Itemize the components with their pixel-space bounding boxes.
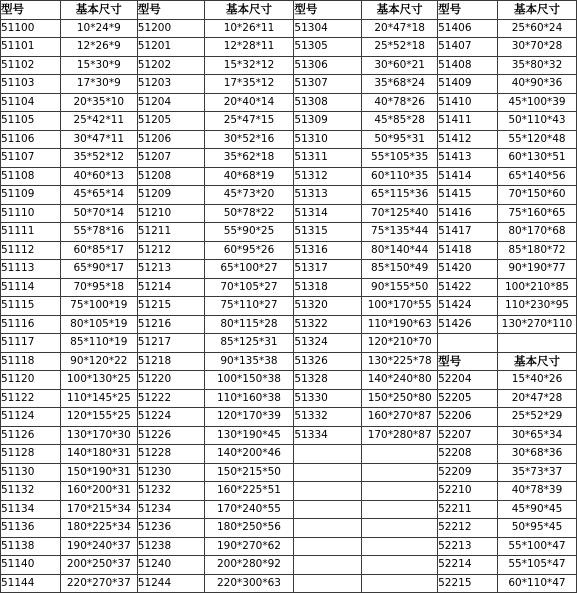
empty-cell <box>294 482 362 501</box>
size-cell: 55*105*35 <box>362 149 438 168</box>
model-cell: 51228 <box>137 445 204 464</box>
empty-cell <box>362 500 438 519</box>
size-cell: 40*78*26 <box>362 93 438 112</box>
table-row <box>1 167 577 186</box>
model-cell: 52213 <box>438 537 498 556</box>
table-row <box>1 482 577 501</box>
model-cell: 51328 <box>294 371 362 390</box>
size-cell: 12*26*9 <box>60 38 137 57</box>
model-cell: 51216 <box>137 315 204 334</box>
model-cell: 52215 <box>438 574 498 593</box>
size-cell: 50*78*22 <box>204 204 294 223</box>
model-cell: 51317 <box>294 260 362 279</box>
size-cell: 170*215*34 <box>60 500 137 519</box>
size-cell: 180*225*34 <box>60 519 137 538</box>
model-cell: 51304 <box>294 19 362 38</box>
table-row <box>1 186 577 205</box>
table-row <box>1 56 577 75</box>
size-cell: 90*135*38 <box>204 352 294 371</box>
size-cell: 220*300*63 <box>204 574 294 593</box>
size-cell: 85*150*49 <box>362 260 438 279</box>
size-cell: 50*70*14 <box>60 204 137 223</box>
model-cell: 51314 <box>294 204 362 223</box>
model-cell: 52205 <box>438 389 498 408</box>
empty-cell <box>294 556 362 575</box>
table-row <box>1 519 577 538</box>
size-cell: 85*125*31 <box>204 334 294 353</box>
table-row <box>1 389 577 408</box>
table-row <box>1 463 577 482</box>
size-cell: 65*90*17 <box>60 260 137 279</box>
size-cell: 100*150*38 <box>204 371 294 390</box>
model-cell: 51326 <box>294 352 362 371</box>
size-cell: 25*42*11 <box>60 112 137 131</box>
model-cell: 51422 <box>438 278 498 297</box>
model-cell: 51103 <box>1 75 61 94</box>
size-cell: 50*95*31 <box>362 130 438 149</box>
size-cell: 55*100*47 <box>497 537 576 556</box>
model-cell: 51407 <box>438 38 498 57</box>
model-header: 型号 <box>438 1 498 20</box>
size-cell: 85*110*19 <box>60 334 137 353</box>
table-row <box>1 241 577 260</box>
model-header: 型号 <box>137 1 204 20</box>
size-cell: 130*225*78 <box>362 352 438 371</box>
model-cell: 51134 <box>1 500 61 519</box>
model-cell: 51107 <box>1 149 61 168</box>
size-cell: 30*68*36 <box>497 445 576 464</box>
model-cell: 51202 <box>137 56 204 75</box>
empty-cell <box>438 334 498 353</box>
model-cell: 51132 <box>1 482 61 501</box>
model-cell: 51426 <box>438 315 498 334</box>
size-cell: 45*100*39 <box>497 93 576 112</box>
empty-cell <box>294 537 362 556</box>
model-cell: 51224 <box>137 408 204 427</box>
model-cell: 51415 <box>438 186 498 205</box>
size-cell: 150*215*50 <box>204 463 294 482</box>
model-cell: 51315 <box>294 223 362 242</box>
size-cell: 10*26*11 <box>204 19 294 38</box>
model-cell: 52211 <box>438 500 498 519</box>
size-cell: 130*190*45 <box>204 426 294 445</box>
model-cell: 51215 <box>137 297 204 316</box>
model-cell: 51324 <box>294 334 362 353</box>
model-cell: 51332 <box>294 408 362 427</box>
size-cell: 150*250*80 <box>362 389 438 408</box>
model-cell: 51411 <box>438 112 498 131</box>
size-cell: 17*30*9 <box>60 75 137 94</box>
size-cell: 100*170*55 <box>362 297 438 316</box>
model-cell: 51218 <box>137 352 204 371</box>
model-cell: 51416 <box>438 204 498 223</box>
model-cell: 51100 <box>1 19 61 38</box>
model-cell: 51310 <box>294 130 362 149</box>
model-cell: 51408 <box>438 56 498 75</box>
empty-cell <box>362 463 438 482</box>
size-cell: 25*52*29 <box>497 408 576 427</box>
size-cell: 35*52*12 <box>60 149 137 168</box>
size-cell: 90*155*50 <box>362 278 438 297</box>
size-cell: 60*85*17 <box>60 241 137 260</box>
model-cell: 51138 <box>1 537 61 556</box>
model-cell: 52208 <box>438 445 498 464</box>
size-cell: 80*115*28 <box>204 315 294 334</box>
empty-cell <box>362 445 438 464</box>
model-cell: 51104 <box>1 93 61 112</box>
size-cell: 35*62*18 <box>204 149 294 168</box>
model-cell: 51140 <box>1 556 61 575</box>
empty-cell <box>497 334 576 353</box>
model-cell: 51306 <box>294 56 362 75</box>
size-cell: 10*24*9 <box>60 19 137 38</box>
size-cell: 65*115*36 <box>362 186 438 205</box>
model-cell: 51217 <box>137 334 204 353</box>
size-cell: 170*280*87 <box>362 426 438 445</box>
table-row <box>1 93 577 112</box>
model-cell: 51412 <box>438 130 498 149</box>
size-cell: 20*35*10 <box>60 93 137 112</box>
table-row <box>1 75 577 94</box>
size-header: 基本尺寸 <box>362 1 438 20</box>
model-cell: 51118 <box>1 352 61 371</box>
model-cell: 51322 <box>294 315 362 334</box>
model-cell: 51308 <box>294 93 362 112</box>
size-cell: 45*90*45 <box>497 500 576 519</box>
size-cell: 15*30*9 <box>60 56 137 75</box>
size-cell: 17*35*12 <box>204 75 294 94</box>
empty-cell <box>362 537 438 556</box>
model-cell: 51420 <box>438 260 498 279</box>
size-cell: 160*200*31 <box>60 482 137 501</box>
table-row <box>1 149 577 168</box>
size-cell: 150*190*31 <box>60 463 137 482</box>
table-row <box>1 537 577 556</box>
model-cell: 51244 <box>137 574 204 593</box>
model-cell: 51111 <box>1 223 61 242</box>
model-cell: 52207 <box>438 426 498 445</box>
size-cell: 30*47*11 <box>60 130 137 149</box>
table-row <box>1 204 577 223</box>
model-cell: 51109 <box>1 186 61 205</box>
table-row <box>1 260 577 279</box>
model-cell: 51313 <box>294 186 362 205</box>
model-cell: 51230 <box>137 463 204 482</box>
model-cell: 51101 <box>1 38 61 57</box>
size-cell: 220*270*37 <box>60 574 137 593</box>
model-cell: 51413 <box>438 149 498 168</box>
model-cell: 52206 <box>438 408 498 427</box>
size-cell: 60*110*47 <box>497 574 576 593</box>
model-cell: 51200 <box>137 19 204 38</box>
size-cell: 30*60*21 <box>362 56 438 75</box>
size-cell: 110*230*95 <box>497 297 576 316</box>
empty-cell <box>294 519 362 538</box>
size-cell: 160*270*87 <box>362 408 438 427</box>
model-cell: 51410 <box>438 93 498 112</box>
size-cell: 55*78*16 <box>60 223 137 242</box>
size-cell: 200*280*92 <box>204 556 294 575</box>
model-cell: 51124 <box>1 408 61 427</box>
model-cell: 51206 <box>137 130 204 149</box>
model-cell: 51106 <box>1 130 61 149</box>
model-cell: 51334 <box>294 426 362 445</box>
model-cell: 51236 <box>137 519 204 538</box>
model-cell: 51110 <box>1 204 61 223</box>
size-cell: 55*105*47 <box>497 556 576 575</box>
model-cell: 51240 <box>137 556 204 575</box>
model-cell: 51406 <box>438 19 498 38</box>
header-row <box>1 1 577 20</box>
size-cell: 35*68*24 <box>362 75 438 94</box>
size-cell: 20*40*14 <box>204 93 294 112</box>
model-header: 型号 <box>294 1 362 20</box>
size-cell: 12*28*11 <box>204 38 294 57</box>
model-cell: 51136 <box>1 519 61 538</box>
size-cell: 110*190*63 <box>362 315 438 334</box>
model-cell: 51238 <box>137 537 204 556</box>
model-cell: 51114 <box>1 278 61 297</box>
empty-cell <box>362 519 438 538</box>
table-row <box>1 426 577 445</box>
model-cell: 51320 <box>294 297 362 316</box>
size-cell: 35*73*37 <box>497 463 576 482</box>
size-cell: 170*240*55 <box>204 500 294 519</box>
model-cell: 51220 <box>137 371 204 390</box>
model-cell: 52210 <box>438 482 498 501</box>
size-header: 基本尺寸 <box>204 1 294 20</box>
table-row <box>1 556 577 575</box>
size-cell: 50*95*45 <box>497 519 576 538</box>
model-cell: 51232 <box>137 482 204 501</box>
model-cell: 51210 <box>137 204 204 223</box>
table-row <box>1 38 577 57</box>
size-cell: 140*180*31 <box>60 445 137 464</box>
model-cell: 51234 <box>137 500 204 519</box>
model-cell: 51126 <box>1 426 61 445</box>
size-cell: 90*120*22 <box>60 352 137 371</box>
table-row <box>1 574 577 593</box>
model-cell: 51424 <box>438 297 498 316</box>
empty-cell <box>294 574 362 593</box>
size-header: 基本尺寸 <box>60 1 137 20</box>
size-cell: 120*210*70 <box>362 334 438 353</box>
size-cell: 15*32*12 <box>204 56 294 75</box>
table-row <box>1 315 577 334</box>
size-cell: 200*250*37 <box>60 556 137 575</box>
size-cell: 60*95*26 <box>204 241 294 260</box>
size-cell: 140*240*80 <box>362 371 438 390</box>
size-cell: 70*150*60 <box>497 186 576 205</box>
model-cell: 51409 <box>438 75 498 94</box>
model-cell: 52209 <box>438 463 498 482</box>
size-cell: 25*47*15 <box>204 112 294 131</box>
size-cell: 75*135*44 <box>362 223 438 242</box>
size-cell: 75*110*27 <box>204 297 294 316</box>
size-header: 基本尺寸 <box>497 352 576 371</box>
table-row <box>1 112 577 131</box>
model-cell: 51307 <box>294 75 362 94</box>
table-row <box>1 371 577 390</box>
model-cell: 51305 <box>294 38 362 57</box>
size-cell: 60*130*51 <box>497 149 576 168</box>
size-cell: 180*250*56 <box>204 519 294 538</box>
model-cell: 51128 <box>1 445 61 464</box>
size-header: 基本尺寸 <box>497 1 576 20</box>
size-cell: 70*95*18 <box>60 278 137 297</box>
empty-cell <box>294 445 362 464</box>
model-cell: 51144 <box>1 574 61 593</box>
empty-cell <box>362 574 438 593</box>
size-cell: 100*210*85 <box>497 278 576 297</box>
model-cell: 51122 <box>1 389 61 408</box>
size-cell: 35*80*32 <box>497 56 576 75</box>
table-row <box>1 19 577 38</box>
empty-cell <box>362 556 438 575</box>
model-cell: 51205 <box>137 112 204 131</box>
table-row <box>1 297 577 316</box>
size-cell: 75*160*65 <box>497 204 576 223</box>
model-cell: 52214 <box>438 556 498 575</box>
size-cell: 130*270*110 <box>497 315 576 334</box>
size-cell: 40*78*39 <box>497 482 576 501</box>
size-cell: 40*68*19 <box>204 167 294 186</box>
model-cell: 51115 <box>1 297 61 316</box>
size-cell: 40*60*13 <box>60 167 137 186</box>
table-row <box>1 408 577 427</box>
model-cell: 51316 <box>294 241 362 260</box>
model-cell: 51120 <box>1 371 61 390</box>
size-cell: 45*65*14 <box>60 186 137 205</box>
model-cell: 51105 <box>1 112 61 131</box>
model-cell: 51116 <box>1 315 61 334</box>
table-row <box>1 500 577 519</box>
size-cell: 25*52*18 <box>362 38 438 57</box>
size-cell: 45*85*28 <box>362 112 438 131</box>
model-cell: 51330 <box>294 389 362 408</box>
model-header: 型号 <box>438 352 498 371</box>
size-cell: 100*130*25 <box>60 371 137 390</box>
size-cell: 80*105*19 <box>60 315 137 334</box>
empty-cell <box>362 482 438 501</box>
table-row <box>1 352 577 371</box>
size-cell: 140*200*46 <box>204 445 294 464</box>
size-cell: 75*100*19 <box>60 297 137 316</box>
size-cell: 15*40*26 <box>497 371 576 390</box>
model-cell: 51212 <box>137 241 204 260</box>
size-cell: 65*140*56 <box>497 167 576 186</box>
size-cell: 20*47*28 <box>497 389 576 408</box>
model-cell: 51204 <box>137 93 204 112</box>
model-cell: 51102 <box>1 56 61 75</box>
size-cell: 110*160*38 <box>204 389 294 408</box>
model-cell: 51209 <box>137 186 204 205</box>
table-row <box>1 278 577 297</box>
size-cell: 120*155*25 <box>60 408 137 427</box>
model-cell: 52212 <box>438 519 498 538</box>
model-cell: 51213 <box>137 260 204 279</box>
model-cell: 51414 <box>438 167 498 186</box>
model-cell: 51418 <box>438 241 498 260</box>
size-cell: 25*60*24 <box>497 19 576 38</box>
size-cell: 70*125*40 <box>362 204 438 223</box>
model-cell: 51211 <box>137 223 204 242</box>
size-cell: 30*52*16 <box>204 130 294 149</box>
model-cell: 51203 <box>137 75 204 94</box>
model-cell: 51117 <box>1 334 61 353</box>
size-cell: 110*145*25 <box>60 389 137 408</box>
size-cell: 70*105*27 <box>204 278 294 297</box>
size-cell: 30*65*34 <box>497 426 576 445</box>
model-cell: 52204 <box>438 371 498 390</box>
size-cell: 80*170*68 <box>497 223 576 242</box>
model-cell: 51208 <box>137 167 204 186</box>
size-cell: 160*225*51 <box>204 482 294 501</box>
model-cell: 51309 <box>294 112 362 131</box>
size-cell: 60*110*35 <box>362 167 438 186</box>
model-cell: 51417 <box>438 223 498 242</box>
size-cell: 190*240*37 <box>60 537 137 556</box>
table-row <box>1 445 577 464</box>
size-cell: 65*100*27 <box>204 260 294 279</box>
model-cell: 51130 <box>1 463 61 482</box>
model-cell: 51312 <box>294 167 362 186</box>
size-cell: 190*270*62 <box>204 537 294 556</box>
model-cell: 51113 <box>1 260 61 279</box>
model-cell: 51318 <box>294 278 362 297</box>
table-row <box>1 130 577 149</box>
table-row <box>1 223 577 242</box>
size-cell: 55*90*25 <box>204 223 294 242</box>
size-cell: 30*70*28 <box>497 38 576 57</box>
model-cell: 51207 <box>137 149 204 168</box>
model-cell: 51108 <box>1 167 61 186</box>
size-cell: 55*120*48 <box>497 130 576 149</box>
table-row <box>1 334 577 353</box>
model-cell: 51201 <box>137 38 204 57</box>
model-header: 型号 <box>1 1 61 20</box>
size-cell: 40*90*36 <box>497 75 576 94</box>
size-cell: 90*190*77 <box>497 260 576 279</box>
model-cell: 51226 <box>137 426 204 445</box>
size-cell: 20*47*18 <box>362 19 438 38</box>
size-cell: 80*140*44 <box>362 241 438 260</box>
empty-cell <box>294 500 362 519</box>
size-cell: 85*180*72 <box>497 241 576 260</box>
size-cell: 120*170*39 <box>204 408 294 427</box>
size-cell: 50*110*43 <box>497 112 576 131</box>
model-cell: 51112 <box>1 241 61 260</box>
size-cell: 130*170*30 <box>60 426 137 445</box>
model-cell: 51311 <box>294 149 362 168</box>
model-cell: 51222 <box>137 389 204 408</box>
model-cell: 51214 <box>137 278 204 297</box>
size-cell: 45*73*20 <box>204 186 294 205</box>
empty-cell <box>294 463 362 482</box>
